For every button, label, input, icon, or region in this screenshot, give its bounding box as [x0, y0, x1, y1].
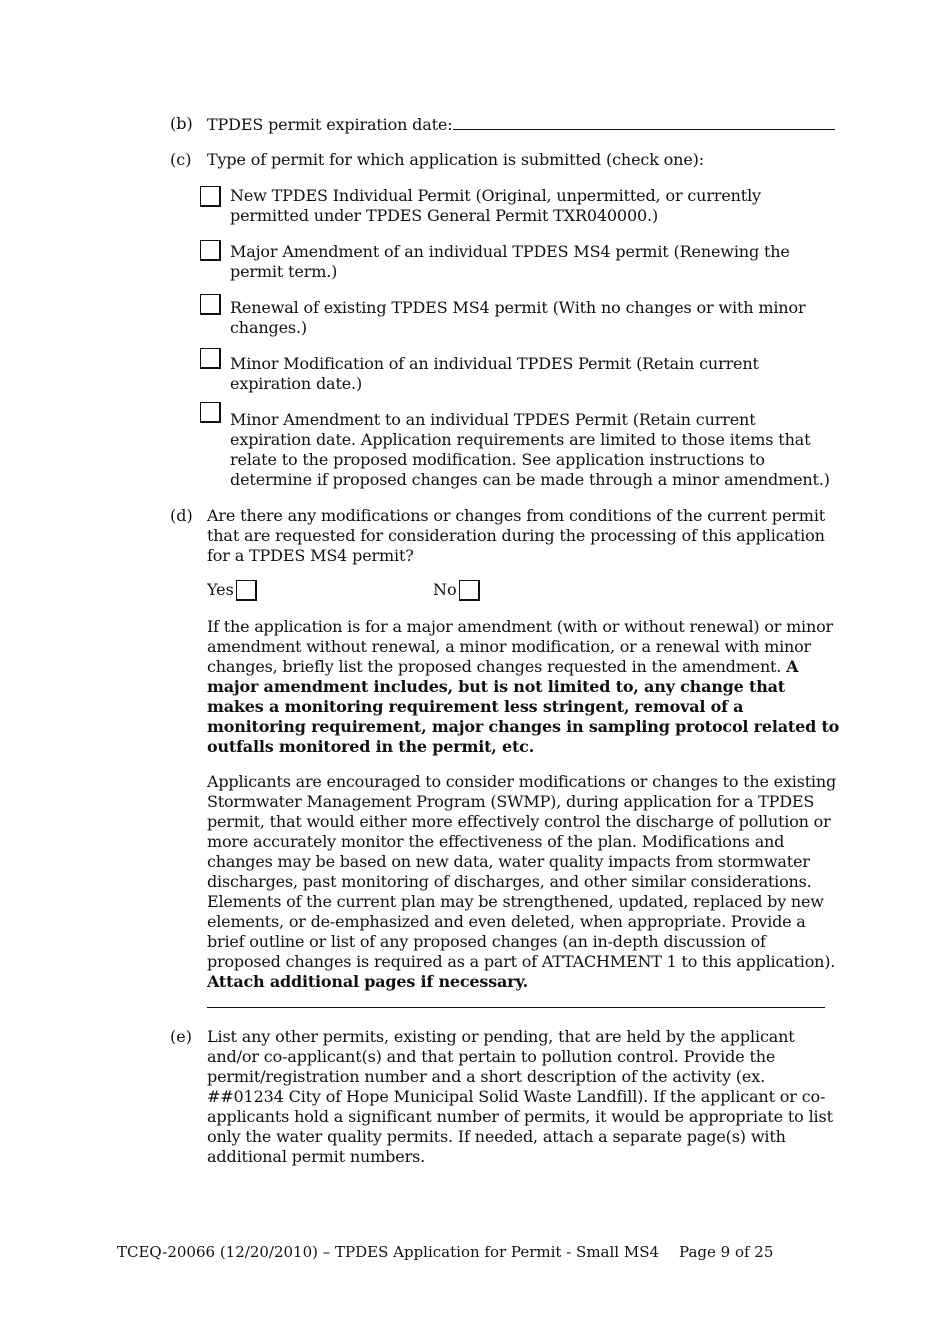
- permit-type-option-minor-amendment: [200, 410, 840, 492]
- expiration-date-label: TPDES permit expiration date:: [207, 115, 453, 134]
- yes-label: Yes: [207, 580, 234, 599]
- item-e-label: (e): [170, 1027, 192, 1046]
- yes-option: [207, 580, 257, 601]
- permit-type-option-renewal: [200, 298, 840, 340]
- swmp-guidance: [207, 772, 843, 992]
- amendment-instructions: [207, 617, 843, 757]
- item-b-label: (b): [170, 114, 193, 133]
- permit-type-checkbox-new[interactable]: [200, 186, 221, 207]
- attach-pages-text: Attach additional pages if necessary.: [207, 972, 529, 991]
- permit-type-option-minor-modification: [200, 354, 840, 396]
- item-c: [170, 150, 840, 172]
- option-label: Renewal of existing TPDES MS4 permit (With no changes or with minor changes.): [230, 298, 806, 337]
- option-label: Minor Amendment to an individual TPDES Permit (Retain current expiration date. Application requirements are limited to those items that relate to the proposed modification. See application instructions to determine if proposed changes can be made through a minor amendment.): [230, 410, 830, 489]
- no-option: [433, 580, 480, 601]
- permit-type-checkbox-minor-amendment[interactable]: [200, 402, 221, 423]
- item-b: [170, 114, 840, 136]
- no-label: No: [433, 580, 457, 599]
- expiration-date-field[interactable]: [453, 114, 835, 130]
- form-id: TCEQ-20066 (12/20/2010) – TPDES Application for Permit - Small MS4: [117, 1243, 660, 1261]
- permit-type-checkbox-major-amendment[interactable]: [200, 240, 221, 261]
- permit-type-checkbox-renewal[interactable]: [200, 294, 221, 315]
- option-label: Major Amendment of an individual TPDES MS4 permit (Renewing the permit term.): [230, 242, 790, 281]
- item-d: [170, 506, 840, 568]
- yes-checkbox[interactable]: [236, 580, 257, 601]
- item-e-text: List any other permits, existing or pending, that are held by the applicant and/or co-applicant(s) and that pertain to pollution control. Provide the permit/registration number and a short description of the activity (ex. ##01234 City of Hope Municipal Solid Waste Landfill). If the applicant or co-applicants hold a significant number of permits, it would be appropriate to list only the water quality permits. If needed, attach a separate page(s) with additional permit numbers.: [207, 1027, 833, 1166]
- item-d-text: Are there any modifications or changes from conditions of the current permit that are requested for consideration during the processing of this application for a TPDES MS4 permit?: [207, 506, 826, 565]
- permit-type-option-major-amendment: [200, 242, 840, 284]
- page-number: Page 9 of 25: [679, 1243, 774, 1261]
- option-label: New TPDES Individual Permit (Original, unpermitted, or currently permitted under TPDES General Permit TXR040000.): [230, 186, 761, 225]
- item-d-label: (d): [170, 506, 193, 525]
- item-e: [170, 1027, 840, 1169]
- item-c-label: (c): [170, 150, 192, 169]
- option-label: Minor Modification of an individual TPDES Permit (Retain current expiration date.): [230, 354, 759, 393]
- swmp-guidance-text: Applicants are encouraged to consider modifications or changes to the existing Stormwater Management Program (SWMP), during application for a TPDES permit, that would either more effectively control the discharge of pollution or more accurately monitor the effectiveness of the plan. Modifications and changes may be based on new data, water quality impacts from stormwater discharges, past monitoring of discharges, and other similar considerations. Elements of the current plan may be strengthened, updated, replaced by new elements, or de-emphasized and even deleted, when appropriate. Provide a brief outline or list of any proposed changes (an in-depth discussion of proposed changes is required as a part of ATTACHMENT 1 to this application).: [207, 772, 836, 971]
- permit-type-checkbox-minor-modification[interactable]: [200, 348, 221, 369]
- changes-answer-line[interactable]: [207, 1007, 825, 1008]
- permit-type-option-new: [200, 186, 840, 228]
- amendment-definition-text: A major amendment includes, but is not limited to, any change that makes a monitoring requirement less stringent, removal of a monitoring requirement, major changes in sampling protocol related to outfalls monitored in the permit, etc.: [207, 657, 840, 756]
- amendment-instructions-text: If the application is for a major amendment (with or without renewal) or minor amendment without renewal, a minor modification, or a renewal with minor changes, briefly list the proposed changes requested in the amendment.: [207, 617, 833, 676]
- no-checkbox[interactable]: [459, 580, 480, 601]
- page-footer: [117, 1242, 773, 1262]
- item-c-text: Type of permit for which application is submitted (check one):: [207, 150, 704, 169]
